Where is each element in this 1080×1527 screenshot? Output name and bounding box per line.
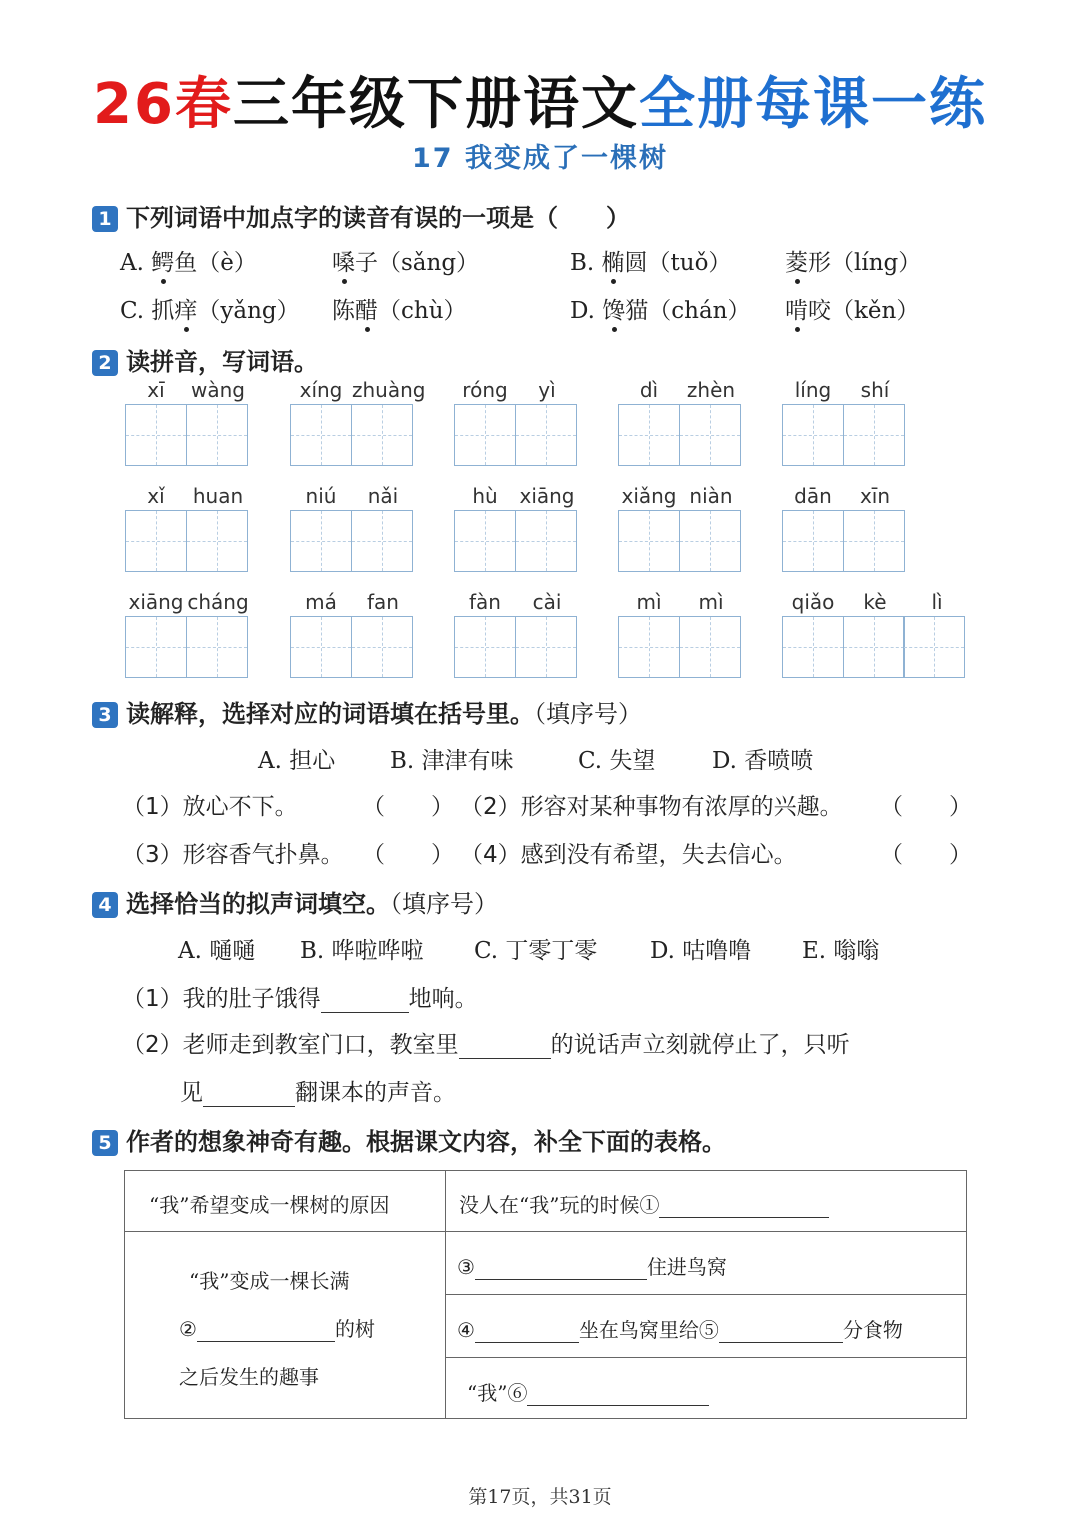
writing-box[interactable] [351, 404, 413, 466]
q4-item1-text-a: （1）我的肚子饿得 [122, 986, 321, 1012]
writing-box[interactable] [782, 510, 844, 572]
q4-note: （填序号） [390, 890, 498, 918]
q4-item2-text-c: 见 [180, 1080, 203, 1106]
pinyin-syllable: yì [538, 378, 556, 402]
q4-item1-text-b: 地响。 [408, 986, 478, 1012]
q1-option [570, 244, 731, 277]
writing-box[interactable] [454, 510, 516, 572]
writing-box[interactable] [843, 510, 905, 572]
pinyin-word-group [454, 378, 578, 466]
q5-table [124, 1170, 967, 1419]
table-events-label-line2 [179, 1313, 375, 1342]
q2-title: 读拼音，写词语。 [126, 348, 318, 376]
writing-box[interactable] [843, 616, 905, 678]
pinyin-syllable: xiāng [519, 484, 575, 508]
writing-boxes [782, 510, 906, 572]
q5-header [92, 1122, 726, 1157]
page-footer: 第17页，共31页 [468, 1486, 612, 1508]
title-red: 26春 [93, 72, 233, 137]
table-blank-3[interactable] [475, 1255, 647, 1280]
writing-box[interactable] [515, 510, 577, 572]
q4-option-e: E. 嗡嗡 [802, 938, 880, 964]
q4-number: 4 [92, 892, 118, 918]
q3-number: 3 [92, 702, 118, 728]
writing-box[interactable] [515, 404, 577, 466]
pinyin-syllable: zhuàng [352, 378, 426, 402]
pinyin-word-group [618, 378, 742, 466]
writing-box[interactable] [454, 616, 516, 678]
pinyin-syllable: kè [863, 590, 887, 614]
q1-option-prefix: C. 抓 [120, 298, 175, 324]
table-event1-num: ③ [457, 1255, 475, 1279]
q1-dotted-char: 痒 [174, 298, 198, 324]
q1-option [570, 292, 750, 325]
pinyin-row [125, 378, 249, 404]
writing-box[interactable] [186, 616, 248, 678]
table-events-label-line3: 之后发生的趣事 [179, 1365, 319, 1389]
table-event3-text: “我”⑥ [467, 1381, 528, 1405]
writing-boxes [125, 404, 249, 466]
table-events-label-line1: “我”变成一棵长满 [189, 1269, 350, 1293]
table-reason-answer [459, 1189, 829, 1218]
table-event-3 [467, 1377, 709, 1406]
pinyin-word-group [782, 484, 906, 572]
pinyin-word-group [125, 484, 249, 572]
pinyin-syllable: má [305, 590, 337, 614]
q3-item-3: （3）形容香气扑鼻。 [122, 842, 344, 868]
q1-option-rest: 咬（kěn） [808, 298, 920, 324]
table-event2-text: 坐在鸟窝里给⑤ [578, 1318, 719, 1342]
q4-item-1 [122, 980, 478, 1013]
table-blank-6[interactable] [527, 1381, 709, 1406]
table-divider-row1 [125, 1231, 966, 1232]
q3-option-a: A. 担心 [258, 748, 336, 774]
pinyin-row [125, 484, 249, 510]
q3-paren-4[interactable]: （ ） [880, 842, 972, 868]
writing-box[interactable] [843, 404, 905, 466]
pinyin-syllable: qiǎo [791, 590, 835, 614]
q3-header [92, 694, 642, 729]
pinyin-syllable: xiāng [128, 590, 184, 614]
pinyin-syllable: huan [192, 484, 244, 508]
writing-box[interactable] [618, 510, 680, 572]
table-blank-5[interactable] [719, 1318, 843, 1343]
q1-option-prefix: 陈 [332, 298, 355, 324]
q3-note: （填序号） [534, 700, 642, 728]
pinyin-syllable: mì [698, 590, 724, 614]
pinyin-syllable: cháng [187, 590, 249, 614]
writing-box[interactable] [782, 616, 844, 678]
writing-box[interactable] [679, 616, 741, 678]
writing-box[interactable] [351, 510, 413, 572]
q3-item-1: （1）放心不下。 [122, 794, 298, 820]
writing-box[interactable] [454, 404, 516, 466]
q2-number: 2 [92, 350, 118, 376]
pinyin-word-group [125, 590, 249, 678]
writing-box[interactable] [618, 616, 680, 678]
q4-item2-text-a: （2）老师走到教室门口，教室里 [122, 1032, 459, 1058]
pinyin-syllable: niàn [689, 484, 733, 508]
writing-boxes [618, 616, 742, 678]
q1-option [785, 292, 919, 325]
pinyin-row [290, 590, 414, 616]
q3-option-d: D. 香喷喷 [712, 748, 814, 774]
q1-option [120, 292, 300, 325]
q4-blank-3[interactable] [203, 1080, 295, 1107]
writing-box[interactable] [125, 510, 187, 572]
pinyin-syllable: róng [462, 378, 508, 402]
pinyin-word-group [290, 590, 414, 678]
q4-blank-1[interactable] [321, 986, 409, 1013]
writing-box[interactable] [186, 510, 248, 572]
pinyin-syllable: nǎi [367, 484, 399, 508]
writing-box[interactable] [290, 404, 352, 466]
writing-boxes [618, 404, 742, 466]
writing-box[interactable] [186, 404, 248, 466]
q5-title: 作者的想象神奇有趣。根据课文内容，补全下面的表格。 [126, 1128, 726, 1156]
q1-option-prefix: D. [570, 298, 603, 324]
writing-box[interactable] [290, 616, 352, 678]
pinyin-row [454, 378, 578, 404]
q3-title: 读解释，选择对应的词语填在括号里。 [126, 700, 534, 728]
pinyin-syllable: wàng [191, 378, 245, 402]
writing-boxes [125, 510, 249, 572]
table-event2-num: ④ [457, 1318, 475, 1342]
writing-boxes [125, 616, 249, 678]
pinyin-row [618, 484, 742, 510]
q4-item2-text-d: 翻课本的声音。 [295, 1080, 456, 1106]
writing-boxes [290, 616, 414, 678]
q1-option [120, 244, 257, 277]
table-blank-2[interactable] [197, 1317, 335, 1342]
q1-option-rest: 圆（tuǒ） [624, 250, 732, 276]
table-blank-4[interactable] [475, 1318, 579, 1343]
pinyin-syllable: zhèn [686, 378, 736, 402]
pinyin-row [454, 590, 578, 616]
pinyin-word-group [454, 590, 578, 678]
title-blue: 全册每课一练 [638, 72, 987, 137]
q4-option-a: A. 嗵嗵 [178, 938, 256, 964]
q3-option-b: B. 津津有味 [390, 748, 514, 774]
table-event-1 [457, 1251, 727, 1280]
writing-boxes [782, 404, 906, 466]
table-event2-text-end: 分食物 [842, 1318, 903, 1342]
table-divider-row3 [445, 1357, 966, 1358]
lesson-title: 17 我变成了一棵树 [412, 143, 668, 174]
q4-option-b: B. 哗啦哗啦 [300, 938, 424, 964]
pinyin-word-group [782, 378, 906, 466]
q1-option [332, 244, 479, 277]
q3-paren-3[interactable]: （ ） [362, 842, 454, 868]
pinyin-row [618, 590, 742, 616]
q1-title: 下列词语中加点字的读音有误的一项是（ ） [126, 204, 630, 232]
pinyin-syllable: dì [639, 378, 659, 402]
pinyin-syllable: dān [794, 484, 832, 508]
q4-title: 选择恰当的拟声词填空。 [126, 890, 390, 918]
pinyin-syllable: hù [472, 484, 498, 508]
q1-dotted-char: 馋 [602, 298, 626, 324]
writing-boxes [454, 616, 578, 678]
q1-option [332, 292, 467, 325]
pinyin-row [290, 378, 426, 404]
pinyin-word-group [290, 378, 426, 466]
pinyin-row [125, 590, 249, 616]
pinyin-syllable: xiǎng [621, 484, 677, 508]
q3-item-4: （4）感到没有希望，失去信心。 [460, 842, 797, 868]
q4-item-2-cont [180, 1074, 456, 1107]
writing-box[interactable] [679, 404, 741, 466]
pinyin-row [782, 590, 968, 616]
table-reason-label: “我”希望变成一棵树的原因 [149, 1193, 390, 1217]
pinyin-word-group [290, 484, 414, 572]
q3-paren-1[interactable]: （ ） [362, 794, 454, 820]
q1-option-rest: （chù） [378, 298, 467, 324]
q1-number: 1 [92, 206, 118, 232]
q1-dotted-char: 鳄 [151, 250, 175, 276]
writing-box[interactable] [351, 616, 413, 678]
writing-boxes [618, 510, 742, 572]
pinyin-syllable: shí [860, 378, 890, 402]
q1-option [785, 244, 921, 277]
writing-box[interactable] [290, 510, 352, 572]
q4-item2-text-b: 的说话声立刻就停止了，只听 [550, 1032, 850, 1058]
q1-option-rest: 猫（chán） [625, 298, 751, 324]
pinyin-syllable: líng [794, 378, 832, 402]
pinyin-syllable: fàn [469, 590, 501, 614]
q5-number: 5 [92, 1130, 118, 1156]
writing-box[interactable] [125, 404, 187, 466]
writing-box[interactable] [903, 616, 965, 678]
writing-box[interactable] [679, 510, 741, 572]
pinyin-row [782, 484, 906, 510]
q4-blank-2[interactable] [459, 1032, 551, 1059]
pinyin-word-group [782, 590, 968, 678]
q1-dotted-char: 醋 [355, 298, 378, 324]
q1-option-prefix: B. [570, 250, 602, 276]
table-events-num-2: ② [179, 1317, 197, 1341]
pinyin-syllable: xǐ [147, 484, 165, 508]
q1-dotted-char: 椭 [601, 250, 625, 276]
q1-option-rest: 鱼（è） [174, 250, 257, 276]
q1-header [92, 198, 630, 233]
q4-option-c: C. 丁零丁零 [474, 938, 598, 964]
writing-boxes [454, 404, 578, 466]
q1-option-rest: （yǎng） [197, 298, 300, 324]
pinyin-syllable: fan [367, 590, 399, 614]
pinyin-word-group [618, 484, 742, 572]
q1-dotted-char: 啃 [785, 298, 808, 324]
writing-boxes [290, 404, 414, 466]
q3-paren-2[interactable]: （ ） [880, 794, 972, 820]
pinyin-row [290, 484, 414, 510]
pinyin-syllable: xíng [299, 378, 343, 402]
q4-header [92, 884, 498, 919]
q4-option-d: D. 咕噜噜 [650, 938, 752, 964]
writing-box[interactable] [125, 616, 187, 678]
pinyin-word-group [618, 590, 742, 678]
q3-item-2: （2）形容对某种事物有浓厚的兴趣。 [460, 794, 843, 820]
table-divider-row2 [445, 1294, 966, 1295]
table-reason-text: 没人在“我”玩的时候① [459, 1193, 660, 1217]
table-event-2 [457, 1314, 903, 1343]
pinyin-syllable: xīn [859, 484, 891, 508]
pinyin-syllable: mì [636, 590, 662, 614]
pinyin-syllable: xī [147, 378, 165, 402]
writing-boxes [290, 510, 414, 572]
writing-box[interactable] [618, 404, 680, 466]
page-title [0, 60, 1080, 140]
title-black: 三年级下册语文 [232, 72, 639, 137]
q2-header [92, 342, 318, 377]
writing-boxes [782, 616, 968, 678]
q4-item-2 [122, 1026, 850, 1059]
q1-option-prefix: A. [120, 250, 152, 276]
pinyin-syllable: cài [532, 590, 562, 614]
pinyin-syllable: lì [931, 590, 943, 614]
pinyin-word-group [125, 378, 249, 466]
writing-box[interactable] [782, 404, 844, 466]
q3-option-c: C. 失望 [578, 748, 656, 774]
q1-dotted-char: 嗓 [332, 250, 355, 276]
table-event1-text: 住进鸟窝 [646, 1255, 727, 1279]
pinyin-row [618, 378, 742, 404]
pinyin-word-group [454, 484, 578, 572]
writing-box[interactable] [515, 616, 577, 678]
pinyin-syllable: niú [305, 484, 337, 508]
table-events-text-2: 的树 [334, 1317, 375, 1341]
q1-option-rest: 形（líng） [808, 250, 922, 276]
table-blank-1[interactable] [659, 1193, 829, 1218]
q1-option-rest: 子（sǎng） [355, 250, 480, 276]
pinyin-row [454, 484, 578, 510]
q1-dotted-char: 菱 [785, 250, 808, 276]
writing-boxes [454, 510, 578, 572]
pinyin-row [782, 378, 906, 404]
